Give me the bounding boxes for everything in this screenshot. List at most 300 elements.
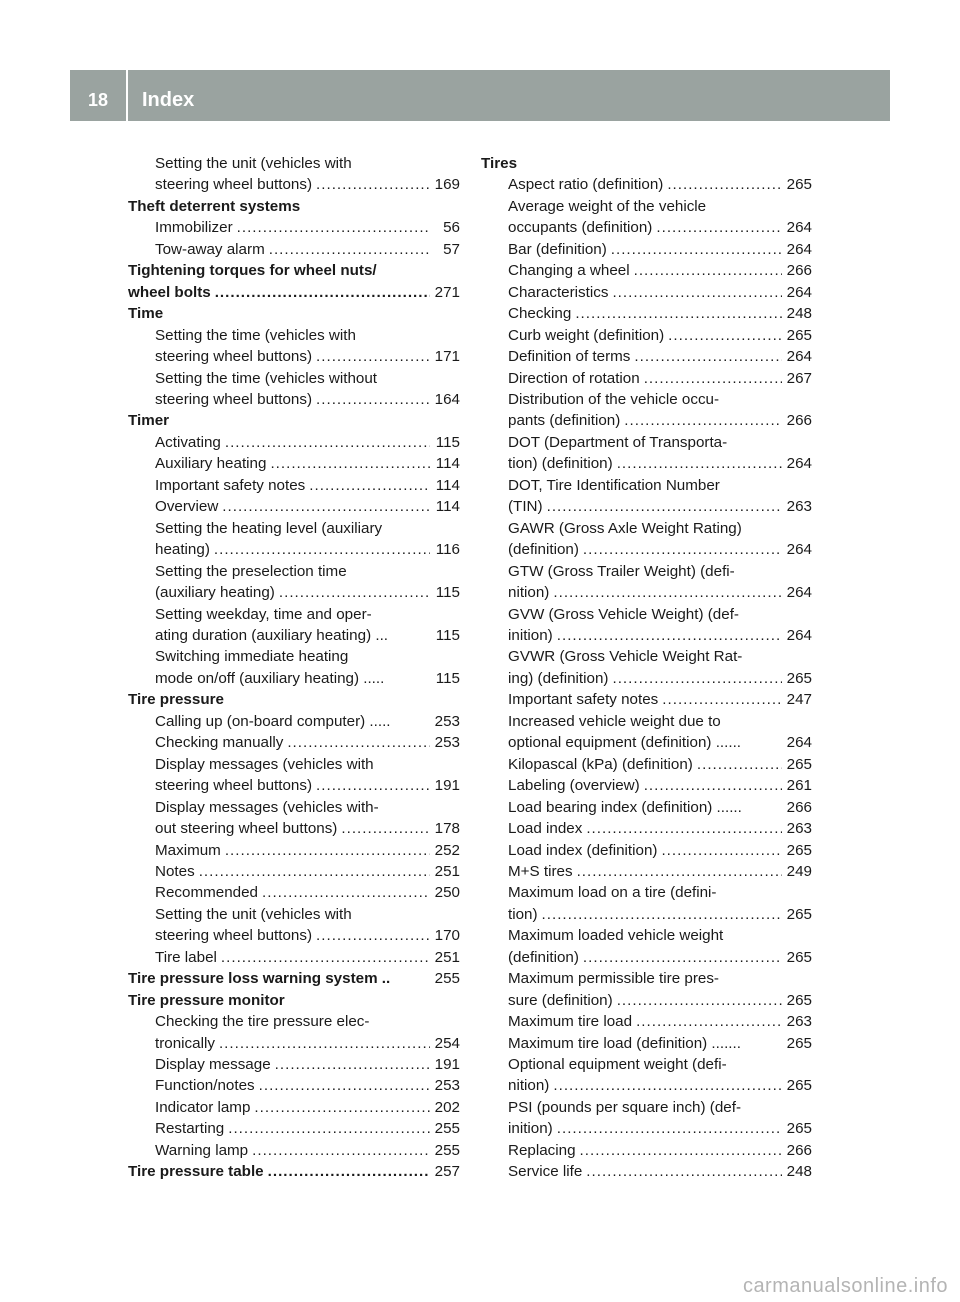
entry-label: Display message bbox=[155, 1056, 271, 1074]
index-entry bbox=[481, 861, 812, 882]
entry-label: Load index bbox=[508, 820, 583, 838]
leader-dots bbox=[662, 689, 782, 710]
entry-row bbox=[128, 475, 460, 496]
leader-dots bbox=[583, 947, 782, 968]
page-ref: 264 bbox=[786, 348, 812, 366]
leader-dots bbox=[252, 1140, 430, 1161]
page-ref: 265 bbox=[786, 1120, 812, 1138]
leader-dots bbox=[586, 1161, 782, 1182]
entry-line: Maximum loaded vehicle weight bbox=[508, 927, 724, 945]
index-entry bbox=[128, 368, 460, 411]
entry-line: Display messages (vehicles with- bbox=[155, 798, 379, 816]
leader-dots bbox=[228, 1118, 430, 1139]
entry-row bbox=[128, 239, 460, 260]
entry-label: nition) bbox=[508, 584, 550, 602]
leader-dots bbox=[667, 174, 782, 195]
index-entry bbox=[481, 432, 812, 475]
entry-row bbox=[481, 153, 812, 174]
leader-dots bbox=[557, 1118, 782, 1139]
leader-dots bbox=[634, 260, 782, 281]
entry-row bbox=[481, 1118, 812, 1139]
entry-row bbox=[481, 797, 812, 818]
entry-label: Restarting bbox=[155, 1120, 225, 1138]
leader-dots bbox=[270, 453, 430, 474]
leader-dots bbox=[697, 754, 782, 775]
entry-line: Increased vehicle weight due to bbox=[508, 712, 721, 730]
index-entry bbox=[481, 1161, 812, 1182]
entry-label: Definition of terms bbox=[508, 348, 631, 366]
entry-line: Optional equipment weight (defi- bbox=[508, 1056, 727, 1074]
entry-line: Setting the unit (vehicles with bbox=[155, 905, 352, 923]
entry-label: Direction of rotation bbox=[508, 369, 640, 387]
entry-label: nition) bbox=[508, 1077, 550, 1095]
entry-row bbox=[481, 1033, 812, 1054]
page-ref: 252 bbox=[434, 841, 460, 859]
page-ref: 253 bbox=[434, 734, 460, 752]
entry-row bbox=[128, 1097, 460, 1118]
entry-row bbox=[481, 732, 812, 753]
entry-label: mode on/off (auxiliary heating) ..... bbox=[155, 669, 385, 687]
index-entry bbox=[128, 432, 460, 453]
leader-dots bbox=[575, 303, 782, 324]
index-entry bbox=[481, 1054, 812, 1097]
entry-row bbox=[128, 1140, 460, 1161]
leader-dots bbox=[316, 174, 430, 195]
leader-dots bbox=[316, 389, 430, 410]
index-entry bbox=[128, 325, 460, 368]
entry-label: tion) (definition) bbox=[508, 455, 613, 473]
leader-dots bbox=[225, 840, 430, 861]
entry-label: Maximum tire load (definition) ....... bbox=[508, 1034, 741, 1052]
entry-label: ating duration (auxiliary heating) ... bbox=[155, 626, 389, 644]
leader-dots bbox=[316, 346, 430, 367]
entry-line: Average weight of the vehicle bbox=[508, 197, 707, 215]
page-ref: 115 bbox=[435, 584, 460, 602]
entry-row bbox=[481, 1140, 812, 1161]
page-ref: 115 bbox=[435, 433, 460, 451]
entry-label: steering wheel buttons) bbox=[155, 390, 313, 408]
entry-label: Labeling (overview) bbox=[508, 777, 640, 795]
page-ref: 248 bbox=[786, 305, 812, 323]
entry-label: (auxiliary heating) bbox=[155, 584, 275, 602]
index-entry bbox=[481, 368, 812, 389]
entry-label: pants (definition) bbox=[508, 412, 621, 430]
index-entry bbox=[128, 518, 460, 561]
leader-dots bbox=[287, 732, 430, 753]
page-header bbox=[70, 70, 890, 121]
page-ref: 253 bbox=[434, 1077, 460, 1095]
entry-row bbox=[481, 582, 812, 603]
index-heading bbox=[128, 1161, 460, 1182]
leader-dots bbox=[644, 368, 782, 389]
entry-label: Time bbox=[128, 305, 164, 323]
page-ref: 271 bbox=[434, 283, 460, 301]
index-entry bbox=[128, 711, 460, 732]
leader-dots bbox=[542, 904, 782, 925]
index-heading bbox=[128, 689, 460, 710]
index-entry bbox=[481, 840, 812, 861]
entry-label: Tire pressure table bbox=[128, 1163, 264, 1181]
leader-dots bbox=[259, 1075, 430, 1096]
index-entry bbox=[128, 646, 460, 689]
leader-dots bbox=[199, 861, 430, 882]
index-entry bbox=[481, 1097, 812, 1140]
leader-dots bbox=[553, 1075, 782, 1096]
entry-row bbox=[481, 861, 812, 882]
entry-line: PSI (pounds per square inch) (def- bbox=[508, 1098, 741, 1116]
entry-row bbox=[481, 282, 812, 303]
page-ref: 248 bbox=[786, 1163, 812, 1181]
index-entry bbox=[481, 968, 812, 1011]
entry-row bbox=[128, 389, 460, 410]
leader-dots bbox=[316, 925, 430, 946]
entry-row bbox=[128, 625, 460, 646]
page-ref: 266 bbox=[786, 412, 812, 430]
entry-label: Tire pressure bbox=[128, 691, 224, 709]
page-ref: 264 bbox=[786, 283, 812, 301]
page-ref: 257 bbox=[434, 1163, 460, 1181]
index-entry bbox=[481, 754, 812, 775]
leader-dots bbox=[617, 453, 782, 474]
section-title: Index bbox=[142, 89, 195, 111]
entry-line: Maximum permissible tire pres- bbox=[508, 970, 719, 988]
entry-label: ing) (definition) bbox=[508, 669, 609, 687]
entry-label: Overview bbox=[155, 498, 219, 516]
leader-dots bbox=[309, 475, 430, 496]
leader-dots bbox=[269, 239, 430, 260]
entry-row bbox=[128, 840, 460, 861]
index-entry bbox=[481, 925, 812, 968]
entry-label: sure (definition) bbox=[508, 991, 613, 1009]
leader-dots bbox=[644, 775, 782, 796]
entry-label: Maximum bbox=[155, 841, 221, 859]
watermark: carmanualsonline.info bbox=[742, 1275, 948, 1297]
index-entry bbox=[128, 153, 460, 196]
entry-row bbox=[481, 496, 812, 517]
page-ref: 115 bbox=[435, 669, 460, 687]
entry-label: occupants (definition) bbox=[508, 219, 653, 237]
entry-line: GVW (Gross Vehicle Weight) (def- bbox=[508, 605, 739, 623]
index-entry bbox=[128, 475, 460, 496]
entry-label: Load index (definition) bbox=[508, 841, 658, 859]
entry-line: DOT (Department of Transporta- bbox=[508, 433, 728, 451]
index-entry bbox=[481, 475, 812, 518]
entry-row bbox=[128, 818, 460, 839]
entry-line: Setting the heating level (auxiliary bbox=[155, 519, 383, 537]
entry-row bbox=[128, 775, 460, 796]
page-ref: 264 bbox=[786, 455, 812, 473]
leader-dots bbox=[668, 325, 782, 346]
index-entry bbox=[481, 174, 812, 195]
page-ref: 265 bbox=[786, 991, 812, 1009]
page-ref: 251 bbox=[434, 862, 460, 880]
page-ref: 265 bbox=[786, 841, 812, 859]
index-entry bbox=[481, 1011, 812, 1032]
index-entry bbox=[128, 604, 460, 647]
entry-line: Tightening torques for wheel nuts/ bbox=[128, 262, 377, 280]
index-column-left bbox=[128, 153, 460, 1183]
entry-label: out steering wheel buttons) bbox=[155, 820, 338, 838]
header-divider bbox=[126, 70, 128, 121]
leader-dots bbox=[612, 668, 782, 689]
entry-row bbox=[481, 325, 812, 346]
page-ref: 170 bbox=[434, 927, 460, 945]
index-heading bbox=[128, 196, 460, 217]
entry-row bbox=[128, 689, 460, 710]
entry-row bbox=[128, 217, 460, 238]
entry-row bbox=[128, 732, 460, 753]
page-ref: 171 bbox=[434, 348, 460, 366]
entry-row bbox=[481, 904, 812, 925]
entry-label: Aspect ratio (definition) bbox=[508, 176, 664, 194]
index-heading bbox=[128, 260, 460, 303]
index-entry bbox=[128, 453, 460, 474]
index-entry bbox=[481, 775, 812, 796]
entry-row bbox=[128, 196, 460, 217]
entry-label: Warning lamp bbox=[155, 1141, 249, 1159]
page-ref: 265 bbox=[786, 669, 812, 687]
entry-label: Important safety notes bbox=[155, 476, 306, 494]
entry-label: Checking manually bbox=[155, 734, 284, 752]
index-heading bbox=[128, 990, 460, 1011]
entry-line: Switching immediate heating bbox=[155, 648, 349, 666]
entry-line: Maximum load on a tire (defini- bbox=[508, 884, 717, 902]
index-entry bbox=[128, 239, 460, 260]
entry-label: (definition) bbox=[508, 948, 579, 966]
index-entry bbox=[481, 818, 812, 839]
leader-dots bbox=[634, 346, 782, 367]
index-entry bbox=[481, 561, 812, 604]
entry-label: (TIN) bbox=[508, 498, 543, 516]
index-entry bbox=[481, 303, 812, 324]
entry-label: tronically bbox=[155, 1034, 215, 1052]
entry-label: Service life bbox=[508, 1163, 583, 1181]
entry-row bbox=[128, 1118, 460, 1139]
index-entry bbox=[128, 1075, 460, 1096]
entry-line: DOT, Tire Identification Number bbox=[508, 476, 720, 494]
page-ref: 114 bbox=[435, 476, 460, 494]
entry-row bbox=[481, 239, 812, 260]
entry-row bbox=[128, 882, 460, 903]
entry-line: GAWR (Gross Axle Weight Rating) bbox=[508, 519, 742, 537]
leader-dots bbox=[624, 410, 782, 431]
entry-line: GVWR (Gross Vehicle Weight Rat- bbox=[508, 648, 743, 666]
leader-dots bbox=[279, 582, 430, 603]
index-column-right bbox=[481, 153, 812, 1183]
entry-label: Auxiliary heating bbox=[155, 455, 267, 473]
page-ref: 164 bbox=[434, 390, 460, 408]
page-ref: 191 bbox=[434, 777, 460, 795]
entry-line: Setting the time (vehicles without bbox=[155, 369, 378, 387]
entry-row bbox=[128, 668, 460, 689]
entry-row bbox=[481, 303, 812, 324]
entry-row bbox=[128, 410, 460, 431]
page-ref: 264 bbox=[786, 240, 812, 258]
page-ref: 263 bbox=[786, 498, 812, 516]
entry-label: Characteristics bbox=[508, 283, 609, 301]
entry-row bbox=[481, 990, 812, 1011]
index-entry bbox=[481, 260, 812, 281]
leader-dots bbox=[617, 990, 782, 1011]
entry-label: steering wheel buttons) bbox=[155, 777, 313, 795]
page-ref: 264 bbox=[786, 626, 812, 644]
entry-label: Changing a wheel bbox=[508, 262, 630, 280]
entry-row bbox=[481, 410, 812, 431]
entry-row bbox=[128, 861, 460, 882]
index-entry bbox=[128, 1011, 460, 1054]
index-entry bbox=[128, 840, 460, 861]
entry-label: Activating bbox=[155, 433, 221, 451]
entry-row bbox=[481, 539, 812, 560]
leader-dots bbox=[215, 282, 430, 303]
entry-row bbox=[481, 346, 812, 367]
page-ref: 114 bbox=[435, 455, 460, 473]
page-ref: 254 bbox=[434, 1034, 460, 1052]
entry-row bbox=[128, 582, 460, 603]
page-ref: 249 bbox=[786, 862, 812, 880]
page-ref: 115 bbox=[435, 626, 460, 644]
entry-row bbox=[128, 282, 460, 303]
page-ref: 255 bbox=[434, 1141, 460, 1159]
index-heading bbox=[128, 968, 460, 989]
entry-label: Calling up (on-board computer) ..... bbox=[155, 712, 391, 730]
entry-line: Setting the preselection time bbox=[155, 562, 347, 580]
index-entry bbox=[481, 325, 812, 346]
leader-dots bbox=[254, 1097, 430, 1118]
entry-label: Load bearing index (definition) ...... bbox=[508, 798, 742, 816]
leader-dots bbox=[611, 239, 782, 260]
index-entry bbox=[481, 1033, 812, 1054]
index-entry bbox=[481, 711, 812, 754]
entry-label: optional equipment (definition) ...... bbox=[508, 734, 742, 752]
entry-label: Notes bbox=[155, 862, 195, 880]
entry-row bbox=[481, 453, 812, 474]
page-ref: 265 bbox=[786, 755, 812, 773]
index-entry bbox=[128, 904, 460, 947]
index-entry bbox=[481, 689, 812, 710]
page-ref: 265 bbox=[786, 905, 812, 923]
page-ref: 264 bbox=[786, 541, 812, 559]
page-ref: 267 bbox=[786, 369, 812, 387]
entry-label: Maximum tire load bbox=[508, 1013, 633, 1031]
entry-row bbox=[481, 668, 812, 689]
entry-row bbox=[128, 1075, 460, 1096]
leader-dots bbox=[661, 840, 782, 861]
entry-line: Setting the unit (vehicles with bbox=[155, 155, 352, 172]
page-ref: 178 bbox=[434, 820, 460, 838]
index-entry bbox=[128, 861, 460, 882]
entry-line: Distribution of the vehicle occu- bbox=[508, 390, 720, 408]
leader-dots bbox=[557, 625, 782, 646]
entry-label: Function/notes bbox=[155, 1077, 255, 1095]
entry-row bbox=[128, 968, 460, 989]
leader-dots bbox=[656, 217, 782, 238]
entry-row bbox=[481, 260, 812, 281]
index-entry bbox=[481, 282, 812, 303]
page-ref: 57 bbox=[443, 240, 460, 258]
index-entry bbox=[481, 797, 812, 818]
entry-row bbox=[128, 453, 460, 474]
index-entry bbox=[481, 346, 812, 367]
index-entry bbox=[481, 196, 812, 239]
index-entry bbox=[128, 1118, 460, 1139]
index-entry bbox=[128, 797, 460, 840]
index-entry bbox=[481, 239, 812, 260]
entry-row bbox=[481, 1161, 812, 1182]
page-ref: 255 bbox=[434, 970, 460, 988]
entry-label: steering wheel buttons) bbox=[155, 176, 313, 194]
entry-label: Tire pressure loss warning system .. bbox=[128, 970, 391, 988]
entry-label: Recommended bbox=[155, 884, 258, 902]
leader-dots bbox=[222, 496, 430, 517]
leader-dots bbox=[219, 1033, 430, 1054]
entry-row bbox=[481, 625, 812, 646]
entry-row bbox=[128, 432, 460, 453]
entry-line: Setting the time (vehicles with bbox=[155, 326, 356, 344]
index-entry bbox=[128, 1097, 460, 1118]
leader-dots bbox=[580, 1140, 782, 1161]
page-ref: 169 bbox=[434, 176, 460, 194]
entry-line: Checking the tire pressure elec- bbox=[155, 1013, 370, 1031]
page-ref: 202 bbox=[434, 1098, 460, 1116]
entry-row bbox=[128, 947, 460, 968]
leader-dots bbox=[583, 539, 782, 560]
entry-label: Bar (definition) bbox=[508, 240, 607, 258]
leader-dots bbox=[268, 1161, 430, 1182]
entry-row bbox=[128, 1033, 460, 1054]
page-ref: 255 bbox=[434, 1120, 460, 1138]
index-heading bbox=[128, 410, 460, 431]
index-heading bbox=[128, 303, 460, 324]
entry-label: Checking bbox=[508, 305, 572, 323]
entry-label: Tire label bbox=[155, 948, 217, 966]
index-entry bbox=[481, 1140, 812, 1161]
index-entry bbox=[481, 604, 812, 647]
leader-dots bbox=[316, 775, 430, 796]
entry-row bbox=[481, 174, 812, 195]
entry-label: wheel bolts bbox=[128, 283, 211, 301]
entry-row bbox=[128, 925, 460, 946]
index-heading bbox=[481, 153, 812, 174]
entry-label: Tires bbox=[481, 155, 518, 172]
page-ref: 265 bbox=[786, 1077, 812, 1095]
entry-label: steering wheel buttons) bbox=[155, 348, 313, 366]
index-entry bbox=[128, 217, 460, 238]
entry-row bbox=[481, 368, 812, 389]
index-entry bbox=[481, 882, 812, 925]
page-ref: 253 bbox=[434, 712, 460, 730]
entry-row bbox=[481, 689, 812, 710]
entry-label: Replacing bbox=[508, 1141, 576, 1159]
leader-dots bbox=[275, 1054, 430, 1075]
page-ref: 263 bbox=[786, 820, 812, 838]
page-ref: 264 bbox=[786, 584, 812, 602]
page-number: 18 bbox=[87, 90, 109, 110]
page-ref: 266 bbox=[786, 798, 812, 816]
page-ref: 265 bbox=[786, 326, 812, 344]
leader-dots bbox=[225, 432, 430, 453]
entry-row bbox=[128, 174, 460, 195]
index-entry bbox=[481, 518, 812, 561]
entry-row bbox=[128, 539, 460, 560]
leader-dots bbox=[341, 818, 430, 839]
entry-label: heating) bbox=[155, 541, 210, 559]
page-ref: 116 bbox=[435, 541, 460, 559]
entry-row bbox=[481, 947, 812, 968]
leader-dots bbox=[214, 539, 430, 560]
entry-row bbox=[481, 1011, 812, 1032]
leader-dots bbox=[221, 947, 430, 968]
